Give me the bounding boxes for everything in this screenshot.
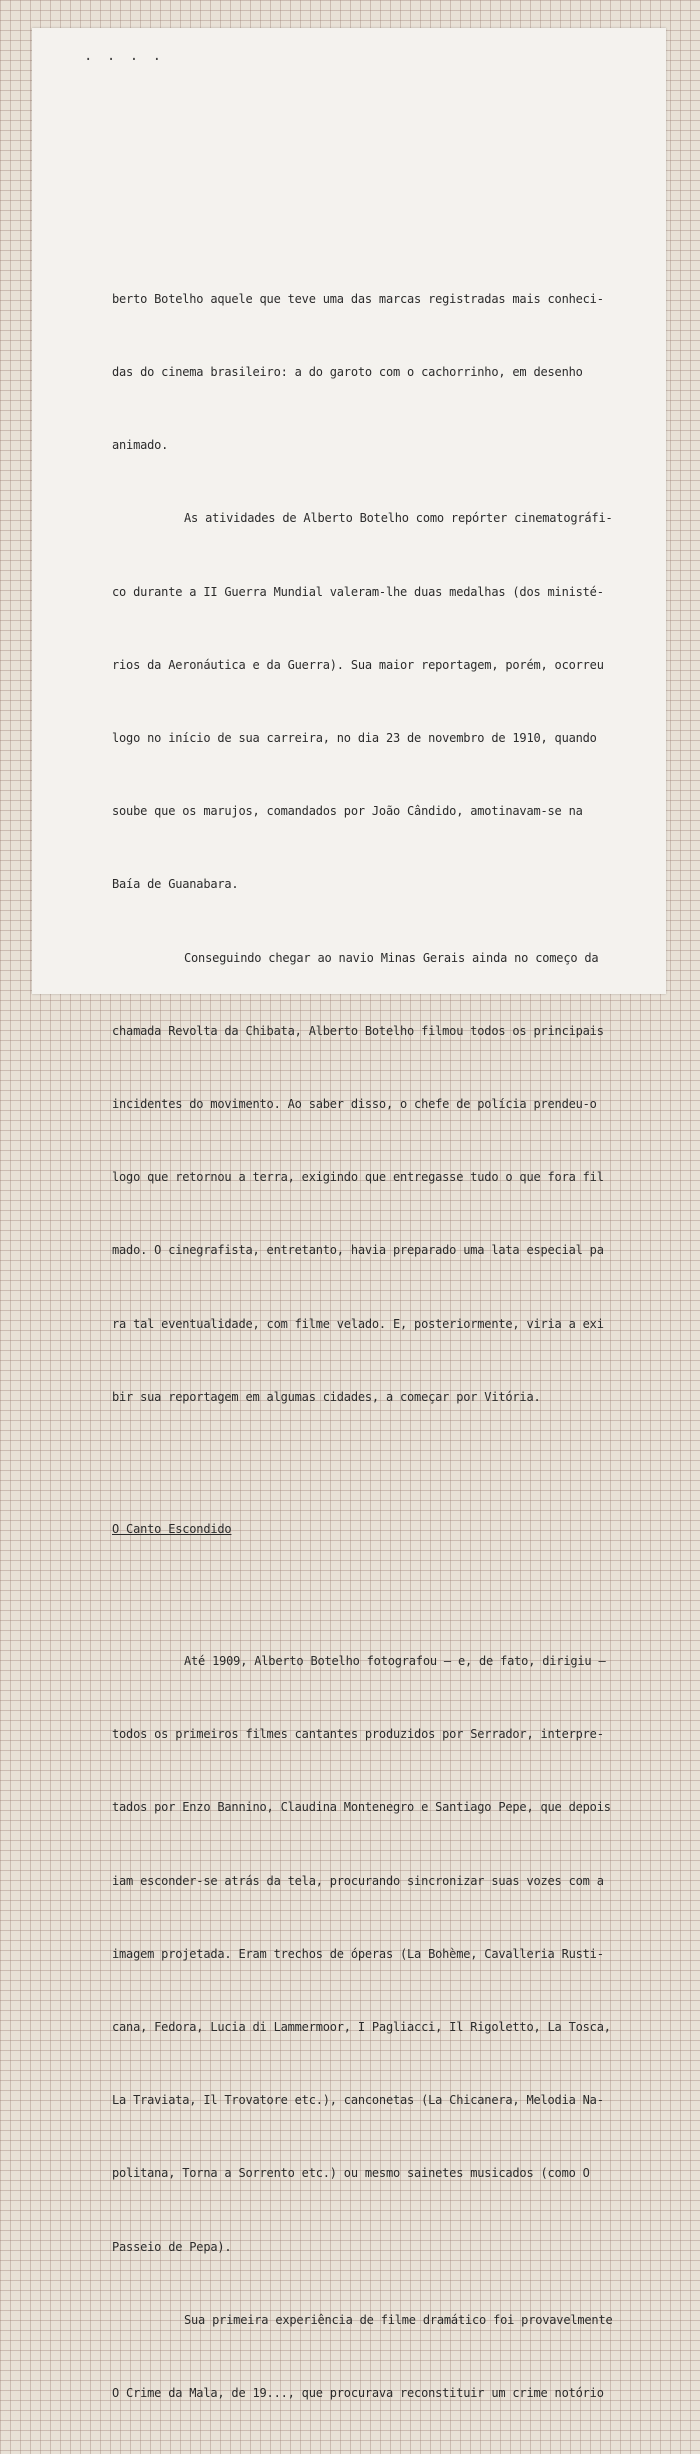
text-line: As atividades de Alberto Botelho como repórter cinematográfi- xyxy=(184,511,613,526)
text-line: rios da Aeronáutica e da Guerra). Sua maior reportagem, porém, ocorreu xyxy=(112,657,604,672)
top-mark: · · · · xyxy=(84,52,165,68)
text-line: co durante a II Guerra Mundial valeram-lhe duas medalhas (dos ministé- xyxy=(112,584,604,599)
text-line: todos os primeiros filmes cantantes produzidos por Serrador, interpre- xyxy=(112,1727,604,1742)
text-line: cana, Fedora, Lucia di Lammermoor, I Pagliacci, Il Rigoletto, La Tosca, xyxy=(112,2019,611,2034)
page-body xyxy=(112,238,652,2454)
text-line: soube que os marujos, comandados por João Cândido, amotinavam-se na xyxy=(112,804,583,819)
text-line: La Traviata, Il Trovatore etc.), canconetas (La Chicanera, Melodia Na- xyxy=(112,2093,604,2108)
text-line: politana, Torna a Sorrento etc.) ou mesmo sainetes musicados (como O xyxy=(112,2166,590,2181)
text-line: incidentes do movimento. Ao saber disso, o chefe de polícia prendeu-o xyxy=(112,1097,597,1112)
text-line: iam esconder-se atrás da tela, procurando sincronizar suas vozes com a xyxy=(112,1873,604,1888)
text-line: berto Botelho aquele que teve uma das marcas registradas mais conheci- xyxy=(112,291,604,306)
text-line: imagem projetada. Eram trechos de óperas (La Bohème, Cavalleria Rusti- xyxy=(112,1946,604,1961)
text-line: mado. O cinegrafista, entretanto, havia preparado uma lata especial pa xyxy=(112,1243,604,1258)
text-line: bir sua reportagem em algumas cidades, a começar por Vitória. xyxy=(112,1389,541,1404)
text-line: Baía de Guanabara. xyxy=(112,877,239,892)
text-line: ra tal eventualidade, com filme velado. E, posteriormente, viria a exi xyxy=(112,1316,604,1331)
text-line: Passeio de Pepa). xyxy=(112,2239,232,2254)
text-line: Sua primeira experiência de filme dramático foi provavelmente xyxy=(184,2312,613,2327)
typewritten-page xyxy=(32,28,666,2400)
text-line: logo que retornou a terra, exigindo que entregasse tudo o que fora fil xyxy=(112,1170,604,1185)
text-line: tados por Enzo Bannino, Claudina Montenegro e Santiago Pepe, que depois xyxy=(112,1800,611,1815)
text-line: chamada Revolta da Chibata, Alberto Botelho filmou todos os principais xyxy=(112,1023,604,1038)
section-heading: O Canto Escondido xyxy=(112,1521,232,1536)
text-line: logo no início de sua carreira, no dia 23 de novembro de 1910, quando xyxy=(112,731,597,746)
text-line: Até 1909, Alberto Botelho fotografou — e, de fato, dirigiu — xyxy=(184,1653,606,1668)
text-line: das do cinema brasileiro: a do garoto com o cachorrinho, em desenho xyxy=(112,365,583,380)
text-line: animado. xyxy=(112,438,169,453)
text-line: O Crime da Mala, de 19..., que procurava reconstituir um crime notório xyxy=(112,2385,604,2400)
text-line: Conseguindo chegar ao navio Minas Gerais ainda no começo da xyxy=(184,950,599,965)
